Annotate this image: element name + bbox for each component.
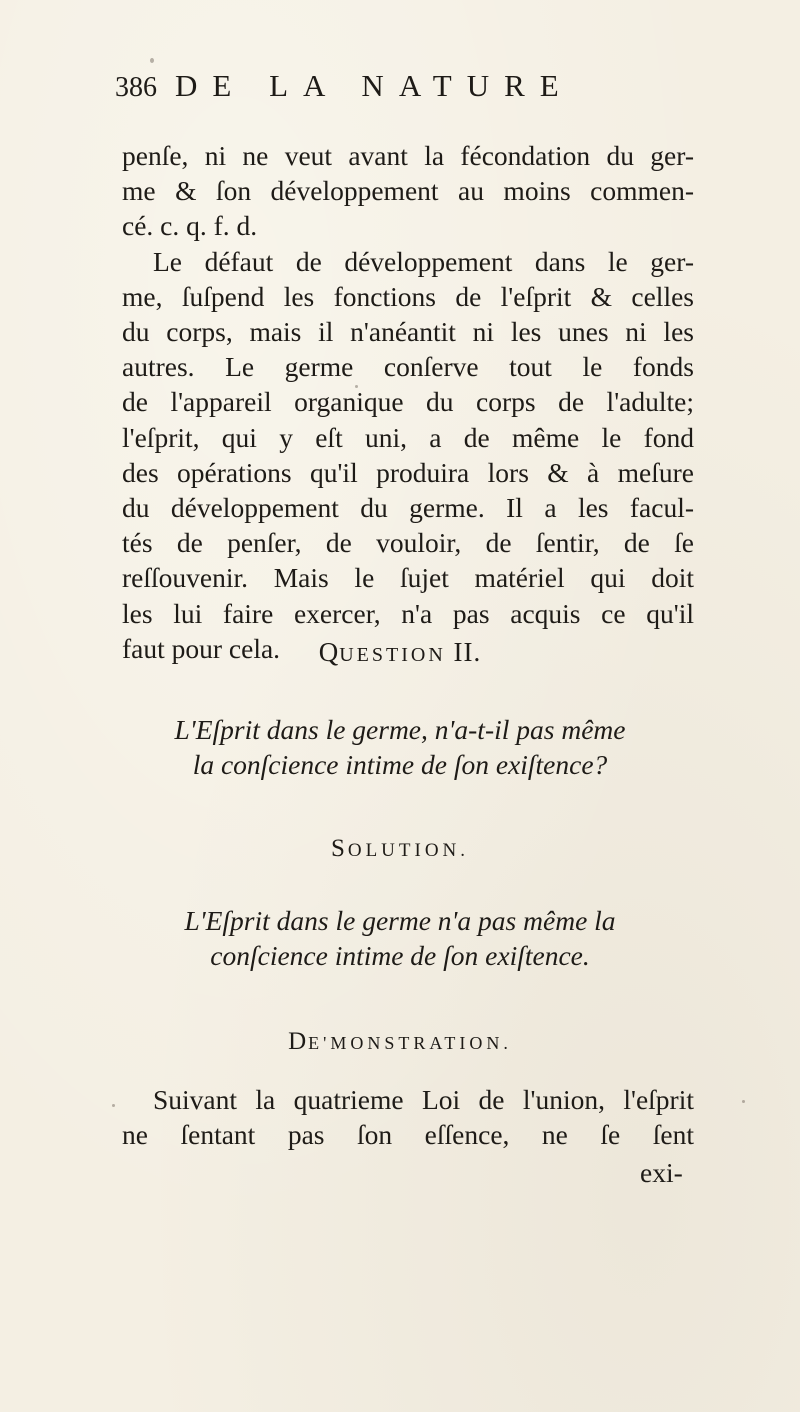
text-line: les lui faire exercer, n'a pas acquis ce qu'il [122,597,694,629]
catchword: exi- [640,1157,683,1188]
question-heading-initial: Q [318,637,340,667]
text-line: tés de penſer, de vouloir, de ſentir, de ſe [122,527,694,559]
question-heading [0,637,800,668]
solution-line: conſcience intime de ſon exiſtence. [210,940,590,971]
text-line: du développement du germe. Il a les facul- [122,492,694,524]
demonstration-heading-initial: D [288,1028,309,1055]
solution-heading [0,835,800,863]
solution-heading-initial: S [330,835,348,862]
text-block-main [122,138,694,666]
text-line: des opérations qu'il produira lors & à meſure [122,456,694,488]
solution-line: L'Eſprit dans le germe n'a pas même la [184,905,616,936]
text-line: Suivant la quatrieme Loi de l'union, l'eſprit [153,1084,694,1115]
text-line: faut pour cela. [122,632,281,664]
text-line: me & ſon développement au moins commen- [122,175,694,207]
paper-speck [150,58,154,63]
demonstration-heading [0,1028,800,1056]
paper-speck [355,385,358,388]
paper-speck [112,1104,115,1107]
solution-heading-rest: OLUTION. [347,840,470,861]
question-line: la conſcience intime de ſon exiſtence? [192,749,608,780]
text-line: du corps, mais il n'anéantit ni les unes ni les [122,316,694,348]
solution-text [0,903,800,973]
page-header [115,68,715,118]
demonstration-heading-rest: E'MONSTRATION. [308,1033,512,1053]
text-line: de l'appareil organique du corps de l'adulte; [122,386,694,418]
page-number: 386 [115,72,157,103]
text-line: autres. Le germe conſerve tout le fonds [122,351,694,383]
text-line: l'eſprit, qui y eſt uni, a de même le fond [122,421,694,453]
question-heading-number: II. [453,637,482,667]
running-title: DE LA NATURE [175,68,574,103]
text-line: ne ſentant pas ſon eſſence, ne ſe ſent [122,1119,694,1151]
text-line: me, ſuſpend les fonctions de l'eſprit & celles [122,280,694,312]
text-line: penſe, ni ne veut avant la fécondation du ger- [122,140,694,171]
demonstration-text [122,1082,694,1152]
paper-speck [742,1100,745,1103]
text-line: cé. c. q. f. d. [122,210,258,242]
text-line: Le défaut de développement dans le ger- [153,245,694,277]
text-line: reſſouvenir. Mais le ſujet matériel qui doit [122,562,694,594]
question-heading-rest: UESTION [339,644,446,666]
question-line: L'Eſprit dans le germe, n'a-t-il pas même [174,714,626,745]
question-text [0,712,800,782]
